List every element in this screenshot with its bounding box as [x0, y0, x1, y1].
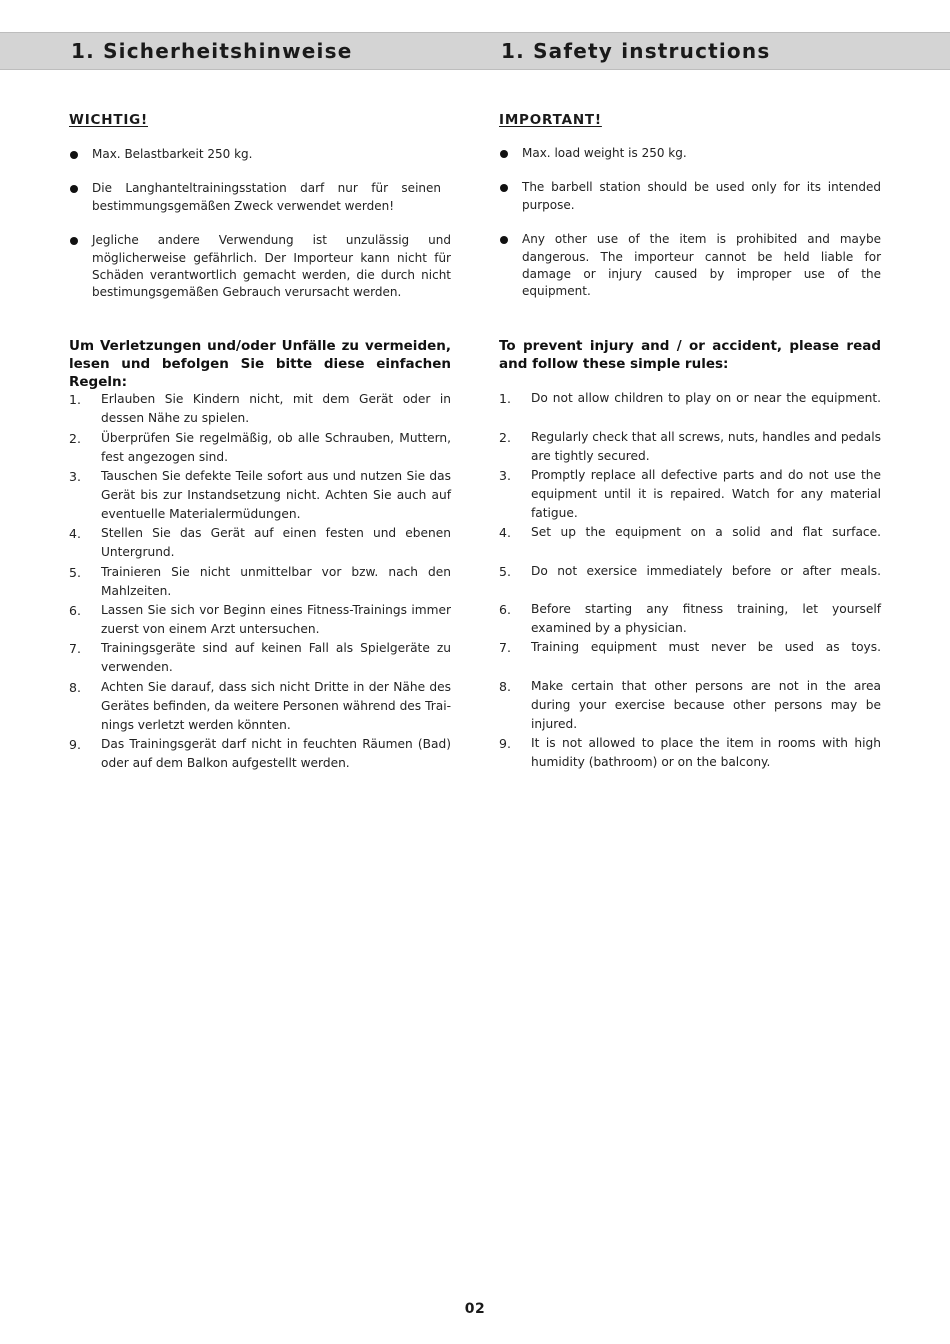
rule-number: 2. — [69, 431, 81, 446]
rule-text: Tauschen Sie defekte Teile sofort aus und nutzen Sie das Gerät bis zur Instandsetzung nicht. Achten Sie auch auf eventuelle Materialermüdungen. — [101, 469, 451, 522]
rule-text: Trainingsgeräte sind auf keinen Fall als Spielgeräte zu verwenden. — [101, 641, 451, 675]
rule-item — [69, 429, 451, 467]
rule-number: 4. — [499, 525, 511, 540]
rule-text: Do not allow children to play on or near the equipment. — [531, 391, 881, 405]
rule-item — [499, 428, 881, 466]
rule-text: Do not exersice immediately before or after meals. — [531, 564, 881, 578]
rule-text: Set up the equipment on a solid and flat surface. — [531, 525, 881, 539]
rule-item — [69, 467, 451, 525]
rule-item — [499, 389, 881, 408]
rule-item — [499, 523, 881, 542]
rule-number: 9. — [499, 736, 511, 751]
rule-text: Erlauben Sie Kindern nicht, mit dem Gerät oder in dessen Nähe zu spielen. — [101, 392, 451, 426]
rule-number: 4. — [69, 526, 81, 541]
rule-text: Training equipment must never be used as toys. — [531, 640, 881, 654]
rule-number: 8. — [69, 680, 81, 695]
rule-text: Überprüfen Sie regelmäßig, ob alle Schrauben, Muttern, fest angezogen sind. — [101, 431, 451, 465]
rule-text: Make certain that other persons are not in the area during your exercise because other persons may be injured. — [531, 679, 881, 732]
bullet-item: Any other use of the item is prohibited and maybe dangerous. The importeur cannot be held liable for damage or injury caused by improper use of the equipment. — [499, 231, 881, 301]
rule-number: 6. — [499, 602, 511, 617]
rule-item — [69, 678, 451, 736]
rule-item — [499, 677, 881, 735]
rule-number: 7. — [69, 641, 81, 656]
rule-text: Das Trainingsgerät darf nicht in feuchten Räumen (Bad) oder auf dem Balkon aufgestellt werden. — [101, 737, 451, 771]
rule-item — [69, 390, 451, 428]
bullet-item: Max. Belastbarkeit 250 kg. — [69, 146, 451, 163]
section-title-english: 1. Safety instructions — [501, 39, 771, 63]
rule-number: 5. — [499, 564, 511, 579]
important-label-german: WICHTIG! — [69, 112, 148, 128]
bullet-item: Jegliche andere Verwendung ist unzulässig und möglicherweise gefährlich. Der Importeur kann nicht für Schäden verantwortlich gemacht werden, die durch nicht bestimungsgemäßen Gebrauch verursacht werden. — [69, 232, 451, 302]
page-number: 02 — [464, 1301, 486, 1317]
rule-number: 2. — [499, 430, 511, 445]
bullet-item: The barbell station should be used only for its intended purpose. — [499, 179, 881, 214]
rule-item — [69, 601, 451, 639]
rules-heading-german: Um Verletzungen und/oder Unfälle zu vermeiden, lesen und befolgen Sie bitte diese einfachen Regeln: — [69, 338, 451, 390]
rule-number: 3. — [69, 469, 81, 484]
bullet-list-english — [499, 145, 881, 301]
rule-item — [499, 600, 881, 638]
rule-number: 1. — [499, 391, 511, 406]
important-label-english: IMPORTANT! — [499, 112, 602, 128]
rule-number: 3. — [499, 468, 511, 483]
rule-number: 8. — [499, 679, 511, 694]
rule-number: 5. — [69, 565, 81, 580]
rules-heading-english: To prevent injury and / or accident, please read and follow these simple rules: — [499, 338, 881, 372]
rule-item — [499, 638, 881, 657]
rule-number: 1. — [69, 392, 81, 407]
rule-item — [69, 524, 451, 562]
bullet-item: Max. load weight is 250 kg. — [499, 145, 881, 162]
rule-text: It is not allowed to place the item in rooms with high humidity (bathroom) or on the balcony. — [531, 736, 881, 770]
bullet-list-german — [69, 146, 451, 302]
rule-text: Stellen Sie das Gerät auf einen festen und ebenen Untergrund. — [101, 526, 451, 560]
rule-item — [69, 735, 451, 773]
rule-number: 9. — [69, 737, 81, 752]
rule-text: Achten Sie darauf, dass sich nicht Dritte in der Nähe des Gerätes befinden, da weitere Personen während des Trainings verletzt werden könnten. — [101, 680, 451, 733]
rule-text: Before starting any fitness training, let yourself examined by a physician. — [531, 602, 881, 636]
rule-item — [69, 563, 451, 601]
rule-number: 7. — [499, 640, 511, 655]
rule-item — [69, 639, 451, 677]
rule-item — [499, 562, 881, 581]
rule-text: Regularly check that all screws, nuts, handles and pedals are tightly secured. — [531, 430, 881, 464]
rule-text: Lassen Sie sich vor Beginn eines Fitness-Trainings immer zuerst von einem Arzt untersuchen. — [101, 603, 451, 637]
rule-text: Promptly replace all defective parts and do not use the equipment until it is repaired. Watch for any material fatigue. — [531, 468, 881, 521]
bullet-item: Die Langhanteltrainingsstation darf nur für seinen bestimmungsgemäßen Zweck verwendet werden! — [69, 180, 451, 215]
section-title-german: 1. Sicherheitshinweise — [71, 39, 353, 63]
rule-item — [499, 734, 881, 772]
rule-number: 6. — [69, 603, 81, 618]
rule-text: Trainieren Sie nicht unmittelbar vor bzw. nach den Mahlzeiten. — [101, 565, 451, 599]
rule-item — [499, 466, 881, 524]
